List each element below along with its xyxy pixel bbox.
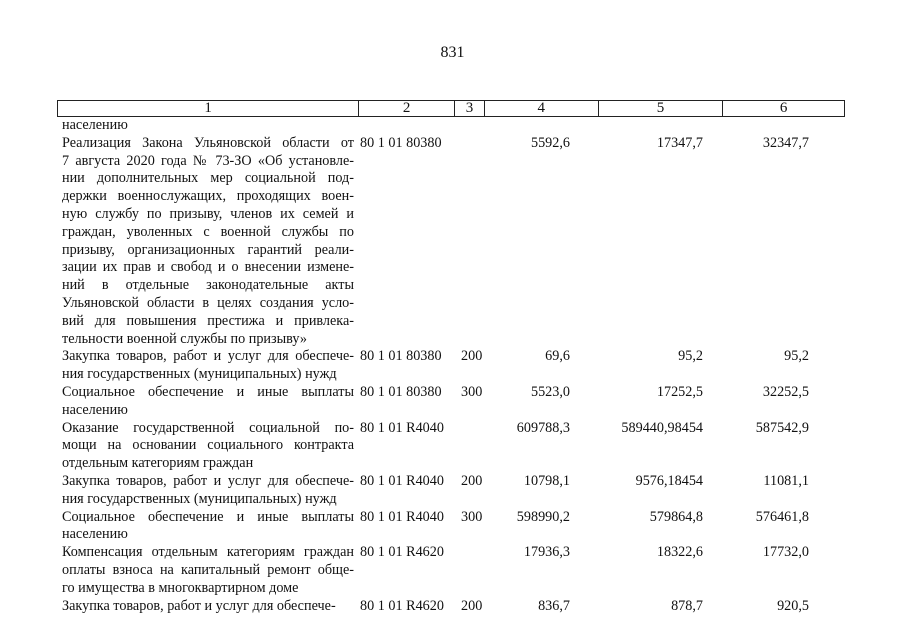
description-line: населению <box>62 526 128 543</box>
description-line: тельности военной службы по призыву» <box>62 330 307 347</box>
description-line: вий для повышения престижа и привлека- <box>62 312 354 329</box>
description-line: призыву, организационных гарантий реали- <box>62 241 354 258</box>
description-line: ния государственных (муниципальных) нужд <box>62 366 337 383</box>
description-line: Закупка товаров, работ и услуг для обеспече- <box>62 597 336 614</box>
description-line: ний в отдельные законодательные акты <box>62 277 354 294</box>
description-line: Оказание государственной социальной по- <box>62 419 354 436</box>
description-line: Социальное обеспечение и иные выплаты <box>62 383 354 400</box>
description-cell <box>62 509 354 545</box>
table-row <box>0 348 905 384</box>
amount-col-5-cell: 17252,5 <box>656 383 703 400</box>
description-cell <box>62 384 354 420</box>
expense-type-cell: 200 <box>461 472 483 489</box>
table-row <box>0 384 905 420</box>
description-line: Компенсация отдельным категориям граждан <box>62 544 354 561</box>
amount-col-4-cell: 5523,0 <box>530 383 570 400</box>
table-row <box>0 509 905 545</box>
header-col-4: 4 <box>485 101 599 116</box>
amount-col-6-cell: 32252,5 <box>762 383 809 400</box>
amount-col-5-cell: 589440,98454 <box>621 419 703 436</box>
table-row <box>0 544 905 597</box>
expense-type-cell: 200 <box>461 348 483 365</box>
header-col-2: 2 <box>359 101 455 116</box>
amount-col-4-cell: 609788,3 <box>516 419 570 436</box>
description-line: Закупка товаров, работ и услуг для обеспече- <box>62 472 354 489</box>
expense-type-cell: 300 <box>461 508 483 525</box>
amount-col-4-cell: 17936,3 <box>523 544 570 561</box>
description-line: Социальное обеспечение и иные выплаты <box>62 508 354 525</box>
target-code-cell: 80 1 01 R4040 <box>360 508 444 525</box>
description-line: нии дополнительных мер социальной под- <box>62 170 354 187</box>
description-line: мощи на основании социального контракта <box>62 437 354 454</box>
description-line: ния государственных (муниципальных) нужд <box>62 490 337 507</box>
description-cell <box>62 117 354 135</box>
expense-type-cell: 300 <box>461 383 483 400</box>
target-code-cell: 80 1 01 R4620 <box>360 597 444 614</box>
header-col-6: 6 <box>779 100 788 116</box>
description-cell <box>62 598 354 616</box>
amount-col-6-cell: 11081,1 <box>763 472 809 489</box>
header-col-1: 1 <box>58 101 359 116</box>
table-row <box>0 473 905 509</box>
target-code-cell: 80 1 01 80380 <box>360 134 442 151</box>
table-row <box>0 135 905 349</box>
description-line: ную службу по призыву, членов их семей и <box>62 205 354 222</box>
page-number: 831 <box>440 44 465 61</box>
amount-col-4-cell: 836,7 <box>538 597 570 614</box>
description-line: населению <box>62 401 128 418</box>
amount-col-6-cell: 32347,7 <box>762 134 809 151</box>
header-col-5: 5 <box>599 101 724 116</box>
amount-col-4-cell: 69,6 <box>545 348 570 365</box>
description-cell <box>62 135 354 349</box>
header-col-3: 3 <box>455 101 485 116</box>
table-body <box>0 117 905 615</box>
table-row <box>0 420 905 473</box>
amount-col-6-cell: 95,2 <box>784 348 809 365</box>
target-code-cell: 80 1 01 R4040 <box>360 472 444 489</box>
description-line: населению <box>62 117 128 133</box>
description-line: граждан, уволенных с военной службы по <box>62 223 354 240</box>
amount-col-5-cell: 579864,8 <box>649 508 703 525</box>
description-line: го имущества в многоквартирном доме <box>62 579 299 596</box>
description-line: 7 августа 2020 года № 73-ЗО «Об установле- <box>62 152 354 169</box>
amount-col-5-cell: 95,2 <box>678 348 703 365</box>
description-line: держки военнослужащих, проходящих воен- <box>62 188 354 205</box>
table-header <box>57 100 845 117</box>
amount-col-4-cell: 10798,1 <box>523 472 570 489</box>
amount-col-6-cell: 576461,8 <box>755 508 809 525</box>
description-line: Закупка товаров, работ и услуг для обеспече- <box>62 348 354 365</box>
amount-col-4-cell: 598990,2 <box>516 508 570 525</box>
description-line: Реализация Закона Ульяновской области от <box>62 134 354 151</box>
target-code-cell: 80 1 01 80380 <box>360 348 442 365</box>
table-row <box>0 598 905 616</box>
description-cell <box>62 348 354 384</box>
target-code-cell: 80 1 01 R4620 <box>360 544 444 561</box>
target-code-cell: 80 1 01 80380 <box>360 383 442 400</box>
table-row <box>0 117 905 135</box>
description-cell <box>62 420 354 473</box>
amount-col-5-cell: 17347,7 <box>656 134 703 151</box>
amount-col-5-cell: 18322,6 <box>656 544 703 561</box>
amount-col-5-cell: 9576,18454 <box>635 472 703 489</box>
target-code-cell: 80 1 01 R4040 <box>360 419 444 436</box>
expense-type-cell: 200 <box>461 597 483 614</box>
description-line: оплаты взноса на капитальный ремонт обще- <box>62 561 354 578</box>
amount-col-5-cell: 878,7 <box>671 597 703 614</box>
amount-col-6-cell: 920,5 <box>777 597 809 614</box>
description-cell <box>62 473 354 509</box>
description-line: Ульяновской области в целях создания усло- <box>62 294 354 311</box>
description-cell <box>62 544 354 597</box>
amount-col-6-cell: 17732,0 <box>762 544 809 561</box>
description-line: отдельным категориям граждан <box>62 455 254 472</box>
amount-col-4-cell: 5592,6 <box>530 134 570 151</box>
amount-col-6-cell: 587542,9 <box>755 419 809 436</box>
description-line: зации их прав и свобод и о внесении измене- <box>62 259 354 276</box>
